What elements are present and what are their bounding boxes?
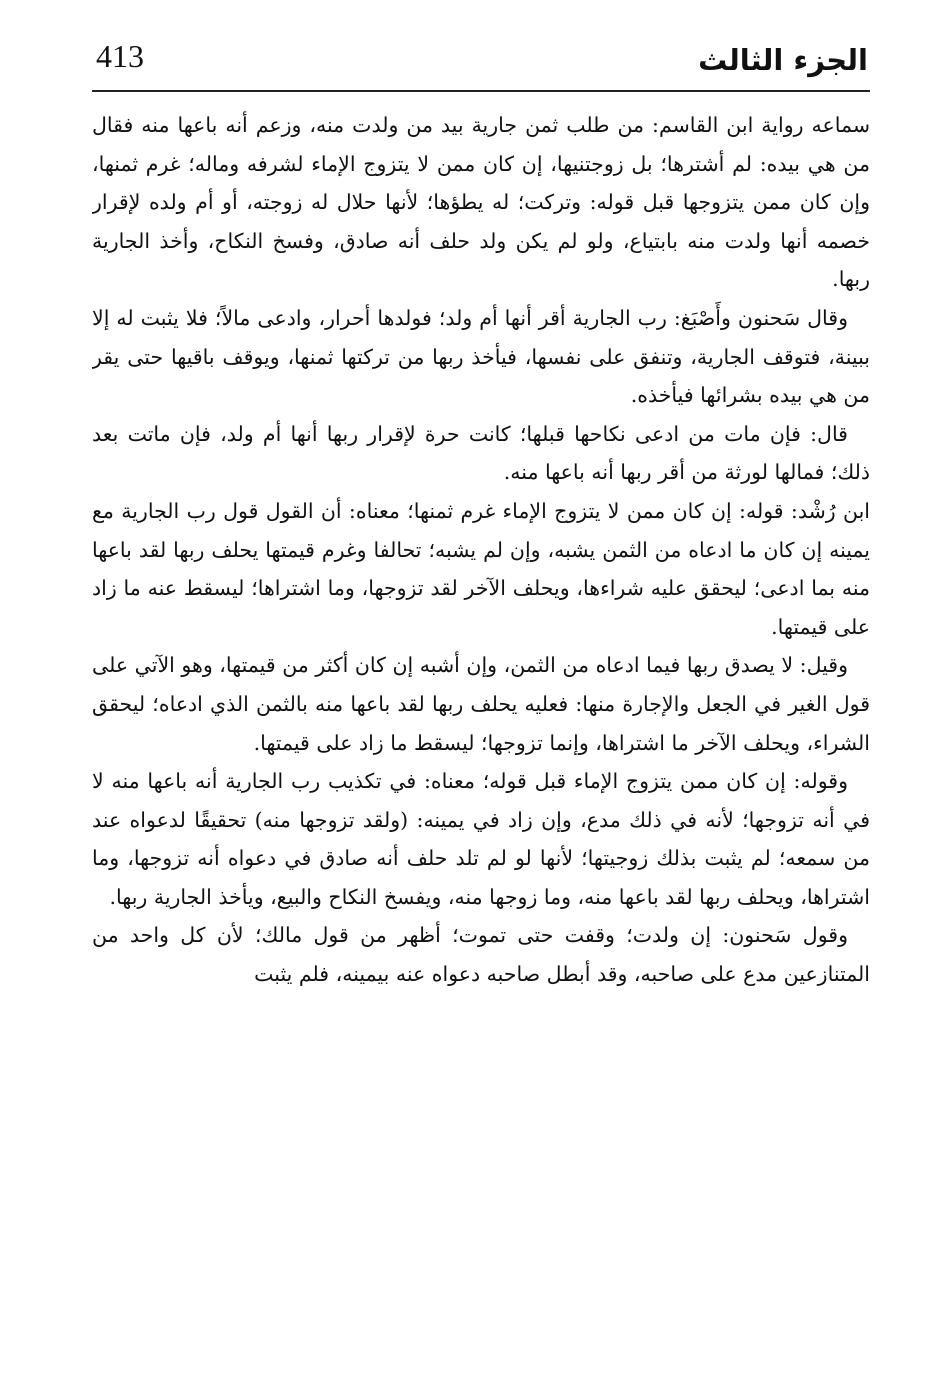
- page: [92, 28, 870, 1368]
- paragraph-4: ابن رُشْد: قوله: إن كان ممن لا يتزوج الإماء غرم ثمنها؛ معناه: أن القول قول رب الجارية مع يمينه إن كان ما ادعاه من الثمن يشبه، وإن لم يشبه؛ تحالفا وغرم قيمتها يحلف ربها لقد باعها منه بما ادعى؛ ليحقق عليه شراءها، ويحلف الآخر لقد تزوجها، وما اشتراها؛ ليسقط عنه ما زاد على قيمتها.: [92, 498, 870, 639]
- paragraph-2: وقال سَحنون وأَصْبَغ: رب الجارية أقر أنها أم ولد؛ فولدها أحرار، وادعى مالاً؛ فلا يثبت له إلا ببينة، فتوقف الجارية، وتنفق على نفسها، فيأخذ ربها من تركتها ثمنها، ويوقف باقيها حتى يقر من هي بيده بشرائها فيأخذه.: [92, 305, 870, 408]
- paragraph-1: سماعه رواية ابن القاسم: من طلب ثمن جارية بيد من ولدت منه، وزعم أنه باعها منه فقال من هي بيده: لم أشترها؛ بل زوجتنيها، إن كان ممن لا يتزوج الإماء لشرفه وماله؛ غرم ثمنها، وإن كان ممن يتزوجها قبل قوله: وتركت؛ له يطؤها؛ لأنها حلال له زوجته، أو أم ولده لإقرار خصمه أنها ولدت منه بابتياع، ولو لم يكن ولد حلف أنه صادق، وفسخ النكاح، وأخذ الجارية ربها.: [92, 113, 870, 292]
- page-header: [92, 28, 870, 92]
- paragraph-6: وقوله: إن كان ممن يتزوج الإماء قبل قوله؛ معناه: في تكذيب رب الجارية أنه باعها منه لا في أنه تزوجها؛ لأنه في ذلك مدع، وإن زاد في يمينه: (ولقد تزوجها منه) تحقيقًا لدعواه عند من سمعه؛ لم يثبت بذلك زوجيتها؛ لأنها لو لم تلد حلف أنه صادق في دعواه أنه تزوجها، وما اشتراها، ويحلف ربها لقد باعها منه، وما زوجها منه، ويفسخ النكاح والبيع، ويأخذ الجارية ربها.: [92, 769, 870, 909]
- paragraph-5: وقيل: لا يصدق ربها فيما ادعاه من الثمن، وإن أشبه إن كان أكثر من قيمتها، وهو الآتي على قول الغير في الجعل والإجارة منها: فعليه يحلف ربها لقد باعها منه بالثمن الذي ادعاه؛ ليحقق الشراء، ويحلف الآخر ما اشتراها، وإنما تزوجها؛ ليسقط ما زاد على قيمتها.: [92, 653, 870, 755]
- paragraph-3: قال: فإن مات من ادعى نكاحها قبلها؛ كانت حرة لإقرار ربها أنها أم ولد، فإن ماتت بعد ذلك؛ فمالها لورثة من أقر ربها أنه باعها منه.: [92, 421, 870, 485]
- running-title: الجزء الثالث: [698, 43, 868, 77]
- paragraph-7: وقول سَحنون: إن ولدت؛ وقفت حتى تموت؛ أظهر من قول مالك؛ لأن كل واحد من المتنازعين مدع على صاحبه، وقد أبطل صاحبه دعواه عنه بيمينه، فلم يثبت: [92, 923, 870, 987]
- body-text: [92, 106, 870, 994]
- page-number: 413: [96, 38, 144, 74]
